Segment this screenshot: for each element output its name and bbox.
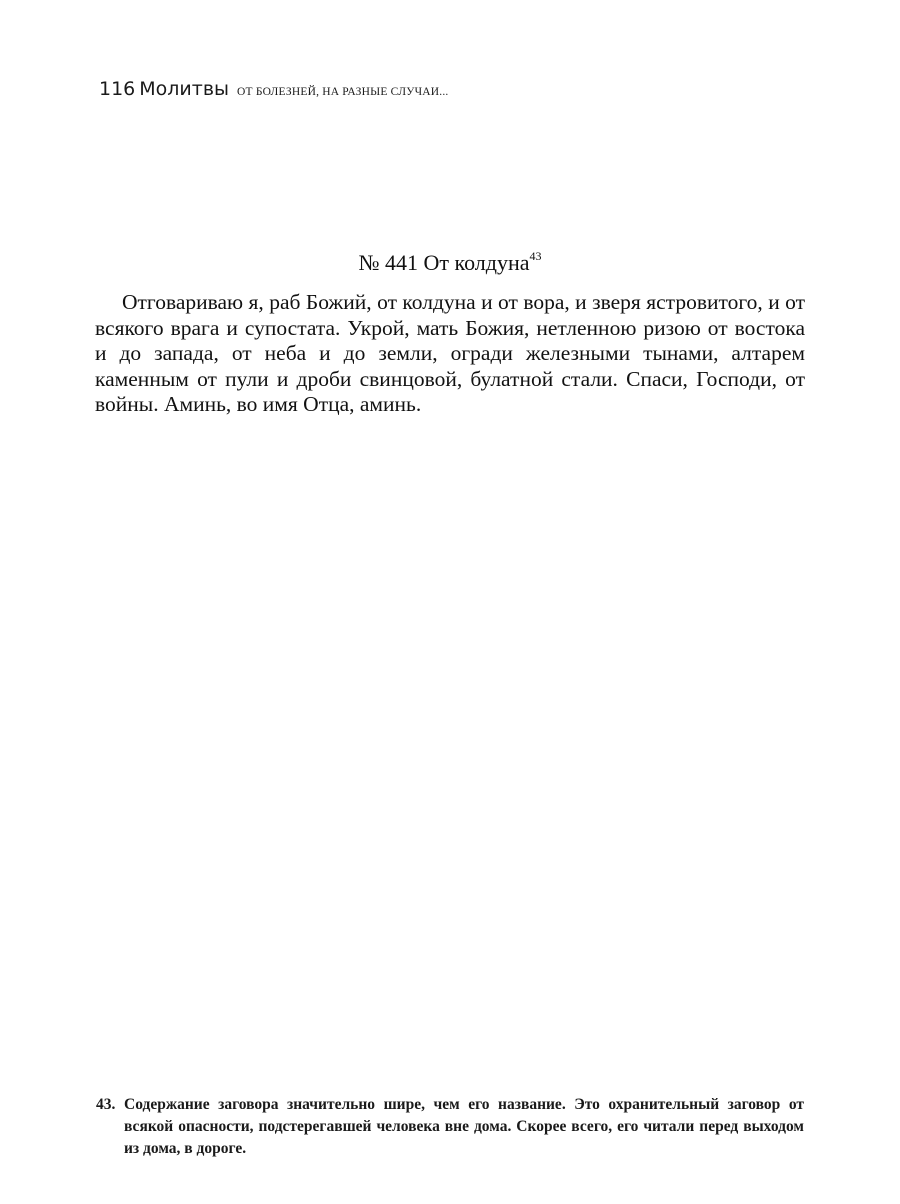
page-number: 116 bbox=[99, 78, 136, 100]
prayer-title bbox=[0, 251, 900, 275]
footnote bbox=[96, 1094, 804, 1160]
prayer-text: Отговариваю я, раб Божий, от колдуна и от вора, и зверя ястровитого, и от всякого врага и супостата. Укрой, мать Божия, нетленною ризою от востока и до запада, от неба и до земли, огради железными тынами, алтарем каменным от пули и дроби свинцовой, булатной стали. Спаси, Господи, от войны. Аминь, во имя Отца, аминь. bbox=[95, 290, 805, 416]
prayer-title-text: № 441 От колдуна bbox=[358, 250, 530, 275]
footnote-reference[interactable]: 43 bbox=[529, 249, 542, 263]
running-head bbox=[99, 80, 448, 99]
book-title: Молитвы bbox=[139, 78, 230, 100]
running-head-subtitle: ОТ БОЛЕЗНЕЙ, НА РАЗНЫЕ СЛУЧАИ... bbox=[237, 86, 449, 98]
footnote-text: Содержание заговора значительно шире, чем его название. Это охранительный заговор от всякой опасности, подстерегавшей человека вне дома. Скорее всего, его читали перед выходом из дома, в дороге. bbox=[124, 1096, 804, 1157]
footnote-number: 43. bbox=[96, 1096, 116, 1113]
